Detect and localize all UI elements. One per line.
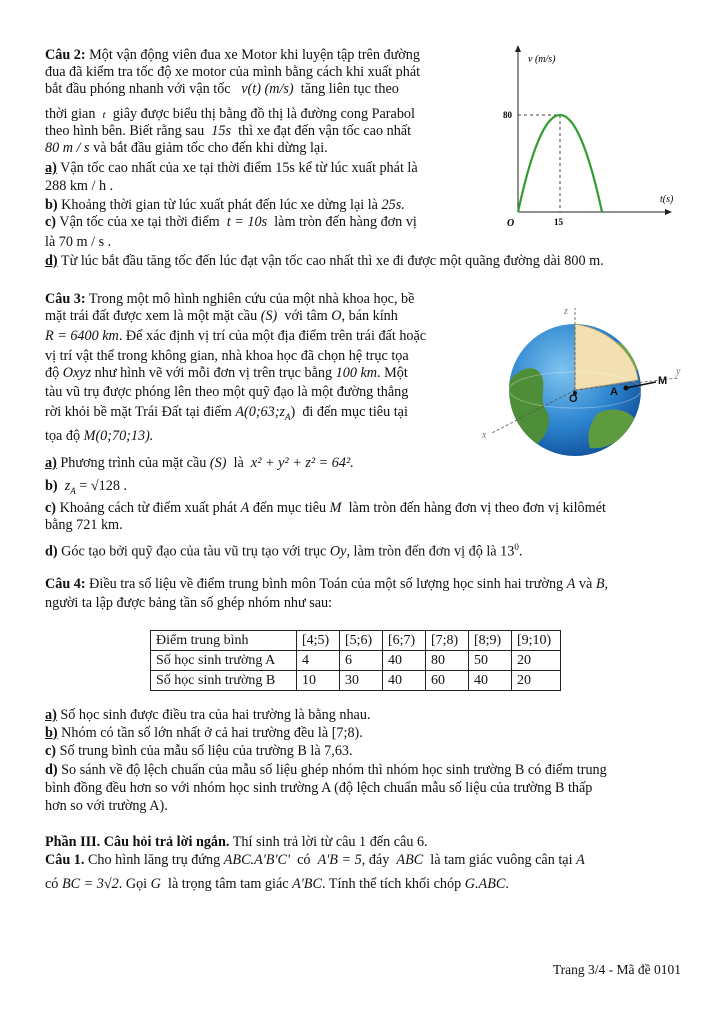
q4-option-a: a) Số học sinh được điều tra của hai trường là bằng nhau. (45, 707, 371, 723)
table-cell: Số học sinh trường B (151, 671, 297, 691)
q2-line1: Câu 2: Một vận động viên đua xe Motor khi luyện tập trên đường (45, 47, 420, 63)
q2-line2: đua đã kiểm tra tốc độ xe motor của mình bằng cách khi xuất phát (45, 64, 421, 80)
q2-option-c: c) Vận tốc của xe tại thời điểm t = 10s làm tròn đến hàng đơn vị (45, 214, 417, 230)
q3-option-c-cont: bằng 721 km. (45, 517, 123, 533)
table-cell: 4 (297, 651, 340, 671)
table-cell: 50 (469, 651, 512, 671)
q2-option-c-cont: là 70 m / s . (45, 234, 112, 250)
table-header-cell: Điểm trung bình (151, 631, 297, 651)
label-m: M (658, 375, 668, 387)
q2-option-a: a) Vận tốc cao nhất của xe tại thời điểm 15s kể từ lúc xuất phát là (45, 160, 418, 176)
table-row (151, 671, 561, 691)
q2-line6: 80 m / s và bắt đầu giảm tốc cho đến khi dừng lại. (45, 140, 328, 156)
x-tick-15: 15 (554, 217, 563, 227)
q4-option-d: d) So sánh về độ lệch chuẩn của mẫu số liệu ghép nhóm thì nhóm học sinh trường B có điểm trung (45, 762, 607, 778)
table-cell: 40 (383, 671, 426, 691)
table-cell: 40 (469, 671, 512, 691)
table-header-row (151, 631, 561, 651)
q4-line1: Câu 4: Điều tra số liệu về điểm trung bình môn Toán của một số lượng học sinh hai trường A và B, (45, 576, 609, 592)
y-axis-arrow (515, 45, 521, 52)
table-header-cell: [7;8) (426, 631, 469, 651)
axis-y-label: y (676, 366, 681, 377)
y-tick-80: 80 (503, 110, 512, 120)
part3-q1-line2: có BC = 3√2. Gọi G là trọng tâm tam giác A'BC. Tính thể tích khối chóp G.ABC. (45, 876, 509, 892)
q3-option-d: d) Góc tạo bởi quỹ đạo của tàu vũ trụ tạo với trục Oy, làm tròn đến đơn vị độ là $13^0$. (45, 542, 523, 560)
table-cell: 30 (340, 671, 383, 691)
q2-option-b: b) Khoảng thời gian từ lúc xuất phát đến lúc xe dừng lại là 25s. (45, 197, 405, 213)
part3-q1-line1: Câu 1. Cho hình lăng trụ đứng ABC.A'B'C' có A'B = 5, đáy ABC là tam giác vuông cân tại A (45, 852, 585, 868)
q2-line5: theo hình bên. Biết rằng sau 15s thì xe đạt đến vận tốc cao nhất (45, 123, 412, 139)
table-cell: 10 (297, 671, 340, 691)
q3-option-a: a) Phương trình của mặt cầu (S) là x² + y² + z² = 64². (45, 455, 354, 471)
x-axis-arrow (665, 209, 672, 215)
table-cell: 80 (426, 651, 469, 671)
axis-z-label: z (564, 306, 568, 317)
q4-option-d-cont2: hơn so với trường A). (45, 798, 168, 814)
q3-line6: tàu vũ trụ được phóng lên theo một quỹ đạo là một đường thẳng (45, 384, 409, 400)
frequency-table (150, 630, 561, 691)
table-cell: 20 (512, 651, 561, 671)
q3-line1: Câu 3: Trong một mô hình nghiên cứu của một nhà khoa học, bề (45, 291, 415, 307)
x-axis-label: t(s) (660, 194, 674, 205)
velocity-graph (470, 40, 685, 230)
q4-option-d-cont1: bình đồng đều hơn so với nhóm học sinh trường A (độ lệch chuẩn mẫu số liệu của trường B thấp (45, 780, 593, 796)
page-footer: Trang 3/4 - Mã đề 0101 (552, 962, 681, 977)
land-mass-west (508, 368, 549, 448)
table-cell: 6 (340, 651, 383, 671)
part3-heading: Phần III. Câu hỏi trả lời ngắn. Thí sinh trả lời từ câu 1 đến câu 6. (45, 834, 428, 850)
table-header-cell: [9;10) (512, 631, 561, 651)
q4-line2: người ta lập được bảng tần số ghép nhóm như sau: (45, 595, 333, 611)
table-cell: Số học sinh trường A (151, 651, 297, 671)
table-row (151, 651, 561, 671)
point-a (624, 386, 629, 391)
q2-option-a-cont: 288 km / h . (45, 178, 114, 194)
q4-option-b: b) Nhóm có tần số lớn nhất ở cả hai trường đều là [7;8). (45, 725, 363, 741)
origin-label: O (507, 218, 515, 229)
q2-option-d: d) Từ lúc bắt đầu tăng tốc đến lúc đạt vận tốc cao nhất thì xe đi được một quãng đường dài 800 m. (45, 253, 604, 269)
q3-line4: vị trí vật thể trong không gian, nhà khoa học đã chọn hệ trục tọa (45, 348, 409, 364)
table-header-cell: [4;5) (297, 631, 340, 651)
globe-figure (478, 298, 685, 458)
q3-option-c: c) Khoảng cách từ điểm xuất phát A đến mục tiêu M làm tròn đến hàng đơn vị theo đơn vị kilômét (45, 500, 606, 516)
q4-option-c: c) Số trung bình của mẫu số liệu của trường B là 7,63. (45, 743, 353, 759)
q3-line3: R = 6400 km. Để xác định vị trí của một địa điểm trên trái đất hoặc (45, 328, 427, 344)
q3-line7: rời khỏi bề mặt Trái Đất tại điểm $A(0;63;z_A)$ đi đến mục tiêu tại (45, 404, 408, 422)
label-o: O (569, 393, 578, 405)
axis-x-label: x (482, 430, 487, 441)
table-cell: 60 (426, 671, 469, 691)
q3-option-b: b) $z_A = √128$ . (45, 478, 128, 496)
q3-line8: tọa độ M(0;70;13). (45, 428, 154, 444)
table-header-cell: [8;9) (469, 631, 512, 651)
label-a: A (610, 386, 618, 398)
q3-line5: độ Oxyz như hình vẽ với mỗi đơn vị trên trục bằng 100 km. Một (45, 365, 408, 381)
table-cell: 40 (383, 651, 426, 671)
q2-title: Câu 2: (45, 47, 86, 63)
table-header-cell: [5;6) (340, 631, 383, 651)
y-axis-label: v (m/s) (528, 54, 556, 65)
q2-line3: bắt đầu phóng nhanh với vận tốc v(t) (m/s) tăng liên tục theo (45, 81, 399, 97)
table-cell: 20 (512, 671, 561, 691)
q2-line4: thời gian t giây được biểu thị bằng đồ thị là đường cong Parabol (45, 106, 415, 122)
table-header-cell: [6;7) (383, 631, 426, 651)
q3-line2: mặt trái đất được xem là một mặt cầu (S) với tâm O, bán kính (45, 308, 398, 324)
